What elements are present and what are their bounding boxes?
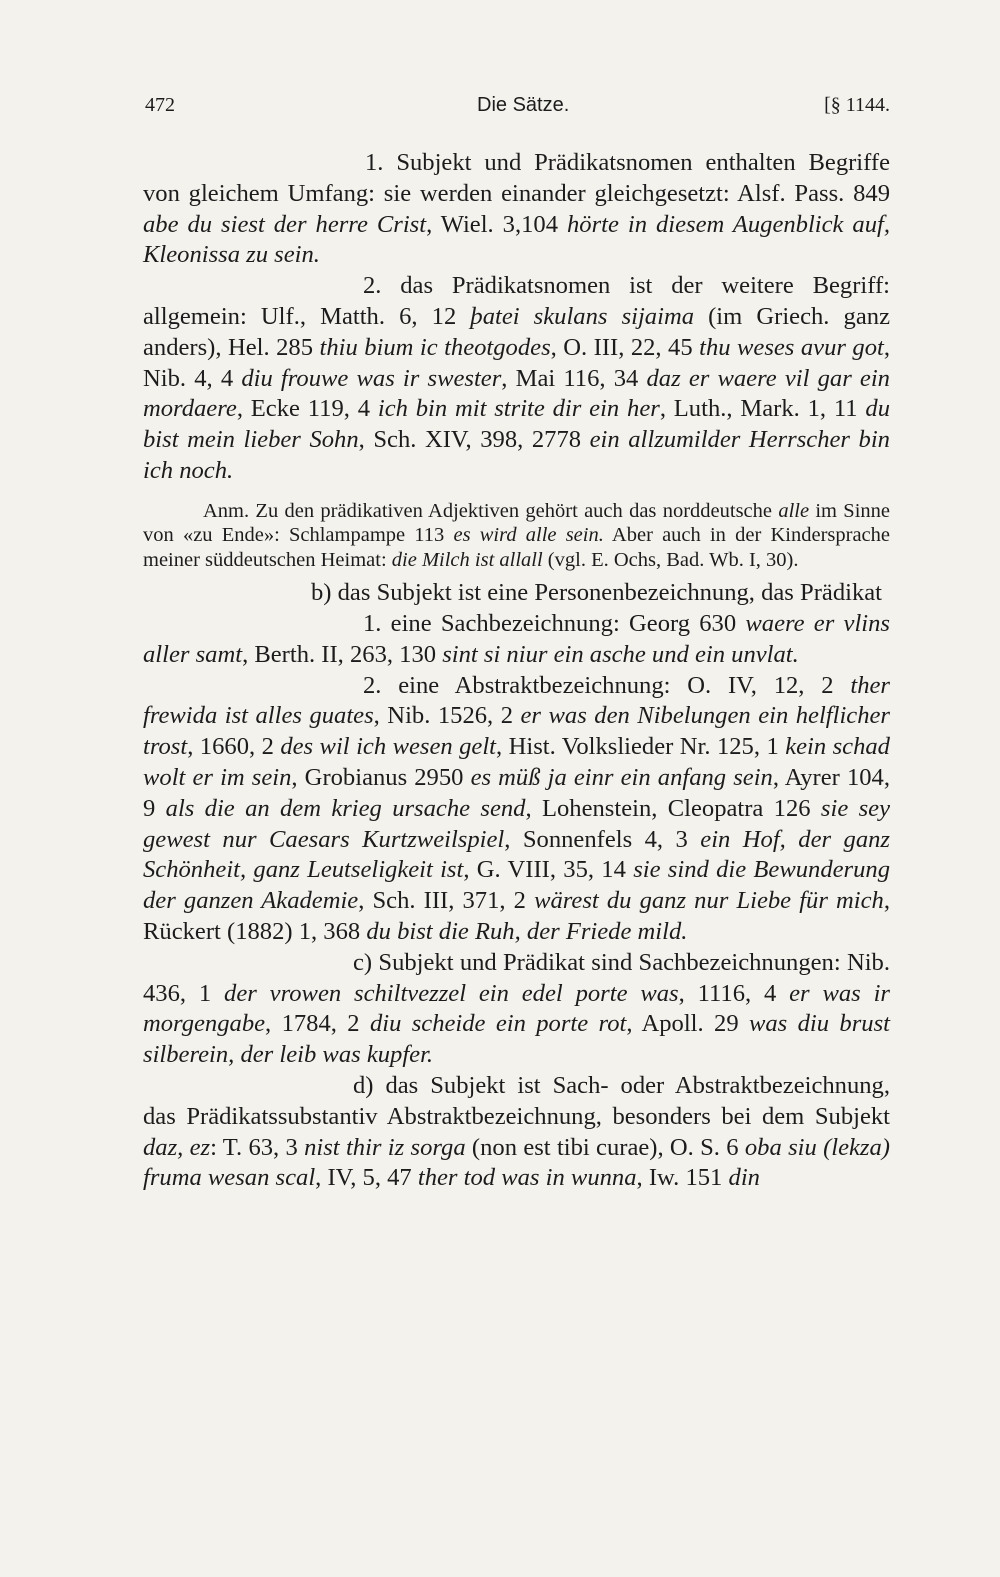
text-run: , Nib. 1526, 2 [373,702,521,730]
paragraph-d-abstract [143,1071,890,1194]
text-run: , Hist. Volkslieder Nr. 125, 1 [496,733,786,761]
cited-example: ein allzumilder Herrscher bin ich noch. [143,426,890,484]
cited-example: ther frewida ist alles guates [143,671,890,730]
cited-example: ther tod was in wunna [417,1164,637,1192]
text-run: (vgl. E. Ochs, Bad. Wb. I, 30). [542,548,799,571]
text-run: d) das Subjekt ist Sach- oder Abstraktbezeichnung, das Prädikatssubstantiv Abstraktbezeichnung, besonders bei dem Subjekt [143,1072,890,1130]
cited-example: er was ir morgengabe [143,979,891,1038]
text-run: b) das Subjekt ist eine Personenbezeichnung, das Prädikat [311,579,882,607]
text-run: , Iw. 151 [636,1164,729,1192]
text-run: , Sch. III, 371, 2 [358,887,535,915]
text-run: , Nib. 4, 4 [143,333,890,392]
cited-example: ein Hof, der ganz Schönheit, ganz Leutseligkeit ist [143,825,890,884]
text-run: 1. eine Sachbezeichnung: Georg 630 [363,610,746,638]
cited-example: du bist die Ruh, der Friede mild. [366,918,688,946]
text-run: , Wiel. 3,104 [426,210,567,238]
paragraph-2-wider-concept [143,271,890,487]
paragraph-b1-thing [143,609,890,671]
cited-example: der vrowen schiltvezzel ein edel porte was [224,979,679,1007]
cited-example: daz, ez [143,1133,211,1161]
text-run: , Apoll. 29 [626,1010,749,1038]
cited-example: abe du siest der herre Crist [143,210,427,238]
cited-example: es müß ja einr ein anfang sein [470,764,773,792]
text-run: , Ayrer 104, 9 [143,764,890,822]
cited-example: als die an dem krieg ursache send [165,794,526,822]
text-run: , 1116, 4 [678,979,790,1007]
page-number: 472 [145,94,175,116]
text-run: (non est tibi curae), O. S. 6 [465,1133,745,1161]
text-run: , Lohenstein, Cleopatra 126 [525,794,821,822]
cited-example: was diu brust silberein, der leib was kupfer. [143,1010,890,1069]
text-run: , Sch. XIV, 398, 2778 [358,426,590,454]
text-run: im Sinne von «zu Ende»: Schlampampe 113 [143,499,890,547]
cited-example: alle [778,499,810,522]
cited-example: din [728,1164,760,1192]
cited-example: oba siu (lekza) fruma wesan scal [143,1133,890,1192]
cited-example: kein schad wolt er im sein [143,733,890,792]
text-run: Aber auch in der Kindersprache meiner süddeutschen Heimat: [143,524,890,571]
cited-example: sint si niur ein asche und ein unvlat. [442,640,799,668]
text-run: , 1784, 2 [265,1010,370,1038]
paragraph-b2-abstract [143,671,890,948]
text-run: , Sonnenfels 4, 3 [504,825,701,853]
text-run: Anm. Zu den prädikativen Adjektiven gehört auch das norddeutsche [203,499,779,522]
cited-example: du bist mein lieber Sohn [143,395,890,454]
text-run: 2. eine Abstraktbezeichnung: O. IV, 12, 2 [363,671,851,699]
cited-example: sie sey gewest nur Caesars Kurtzweilspiel [143,794,890,853]
text-run: (im Griech. ganz anders), Hel. 285 [143,302,890,361]
text-run: , Mai 116, 34 [501,364,647,392]
cited-example: waere er vlins aller samt [143,610,890,668]
cited-example: hörte in diesem Augenblick auf, Kleonissa zu sein. [143,210,890,269]
cited-example: des wil ich wesen gelt [280,733,496,761]
cited-example: nist thir iz sorga [304,1133,466,1161]
running-header [145,94,890,124]
cited-example: es wird alle sein. [453,524,604,547]
text-run: c) Subjekt und Prädikat sind Sachbezeichnungen: Nib. 436, 1 [143,948,890,1007]
cited-example: thu weses avur got [699,333,884,361]
paragraph-b-person [143,578,890,609]
cited-example: sie sind die Bewunderung der ganzen Akademie [143,856,891,915]
cited-example: thiu bium ic theotgodes [319,333,551,361]
cited-example: die Milch ist allall [391,548,543,571]
text-run: , Rückert (1882) 1, 368 [143,887,891,946]
text-run: , 1660, 2 [187,733,281,761]
running-title: Die Sätze. [477,94,570,116]
text-run: , Ecke 119, 4 [236,395,378,423]
text-run: , Berth. II, 263, 130 [242,640,443,668]
text-run: , IV, 5, 47 [315,1164,418,1192]
cited-example: þatei skulans sijaima [470,302,694,330]
text-run: : T. 63, 3 [210,1133,305,1161]
page-body [143,148,890,1194]
text-run: , Grobianus 2950 [291,764,471,792]
cited-example: daz er waere vil gar ein mordaere [143,364,890,423]
paragraph-1-subject-equal [143,148,890,271]
note-anmerkung [143,499,890,573]
cited-example: diu scheide ein porte rot [369,1010,627,1038]
text-run: , Luth., Mark. 1, 11 [659,395,866,423]
section-marker: [§ 1144. [824,94,890,116]
paragraph-c-things [143,948,890,1071]
cited-example: diu frouwe was ir swester [241,364,502,392]
text-run: 2. das Prädikatsnomen ist der weitere Begriff: allgemein: Ulf., Matth. 6, 12 [143,272,890,330]
cited-example: er was den Nibelungen ein helflicher trost [143,702,890,761]
text-run: , G. VIII, 35, 14 [463,856,634,884]
text-run: , O. III, 22, 45 [550,333,700,361]
text-run: 1. Subjekt und Prädikatsnomen enthalten Begriffe von gleichem Umfang: sie werden einander gleichgesetzt: Alsf. Pass. 849 [143,149,890,207]
cited-example: wärest du ganz nur Liebe für mich [534,887,884,915]
cited-example: ich bin mit strite dir ein her [377,395,660,423]
